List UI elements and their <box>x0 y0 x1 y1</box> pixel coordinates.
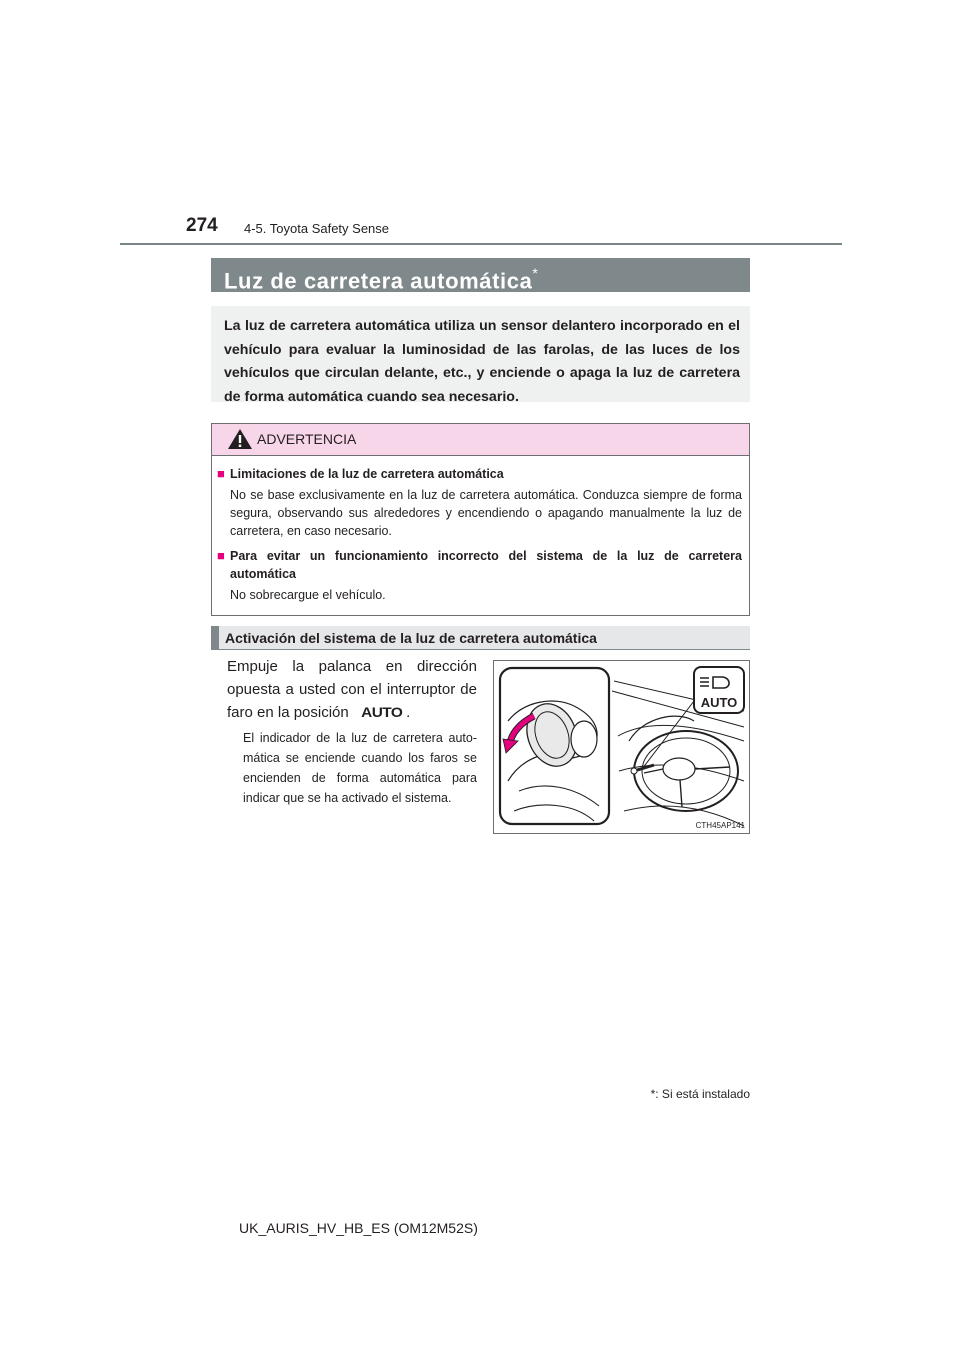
warning-box <box>211 423 750 616</box>
callout-auto-label: AUTO <box>700 695 738 710</box>
document-code: UK_AURIS_HV_HB_ES (OM12M52S) <box>239 1220 478 1236</box>
footnote <box>600 1087 750 1101</box>
footnote-mark: * <box>650 1087 656 1101</box>
intro-box: La luz de carretera automática utiliza un sensor delantero incorporado en el vehículo para evaluar la luminosidad de las farolas, de las luces de los vehículos que circulan delante, etc., y enciende o apaga la luz de carretera de forma automática cuando sea necesario. <box>211 306 750 402</box>
warning-item <box>217 465 742 483</box>
section-title: 4-5. Toyota Safety Sense <box>244 221 390 236</box>
warning-body <box>212 456 749 604</box>
page-number: 274 <box>186 215 218 236</box>
header-rule <box>120 243 842 245</box>
warning-item-heading: Limitaciones de la luz de carretera automática <box>230 467 504 481</box>
instruction-before: Empuje la palanca en dirección opuesta a usted con el interruptor de faro en la posición <box>227 658 477 721</box>
warning-header <box>212 424 749 456</box>
warning-item <box>217 547 742 583</box>
warning-title: ADVERTENCIA <box>257 431 357 447</box>
title-asterisk: * <box>532 265 539 281</box>
page-title <box>211 258 750 292</box>
lever-illustration <box>493 660 750 834</box>
footnote-text: : Si está instalado <box>655 1087 750 1101</box>
warning-triangle-icon <box>227 428 253 450</box>
lever-illustration-drawing <box>494 661 749 833</box>
instruction-note: El indicador de la luz de carretera automática se enciende cuando los faros se encienden de forma automática para indicar que se ha activado el sistema. <box>243 731 477 805</box>
instruction-after: . <box>406 704 411 721</box>
instruction-text <box>227 655 477 724</box>
warning-item-text: No se base exclusivamente en la luz de carretera automática. Conduzca siempre de forma segura, observando sus alrededores y encendiendo o apagando manualmente la luz de carretera, en caso necesario. <box>230 488 742 538</box>
auto-position-symbol: AUTO <box>360 704 403 720</box>
warning-item-heading: Para evitar un funcionamiento incorrecto del sistema de la luz de carretera automática <box>230 549 742 581</box>
figure-code: CTH45AP141 <box>695 821 745 830</box>
subsection-heading: Activación del sistema de la luz de carretera automática <box>211 626 750 650</box>
warning-item-text: No sobrecargue el vehículo. <box>230 588 386 602</box>
square-bullet-icon: ■ <box>217 466 225 481</box>
square-bullet-icon: ■ <box>217 548 225 563</box>
page-title-text: Luz de carretera automática <box>224 268 533 294</box>
